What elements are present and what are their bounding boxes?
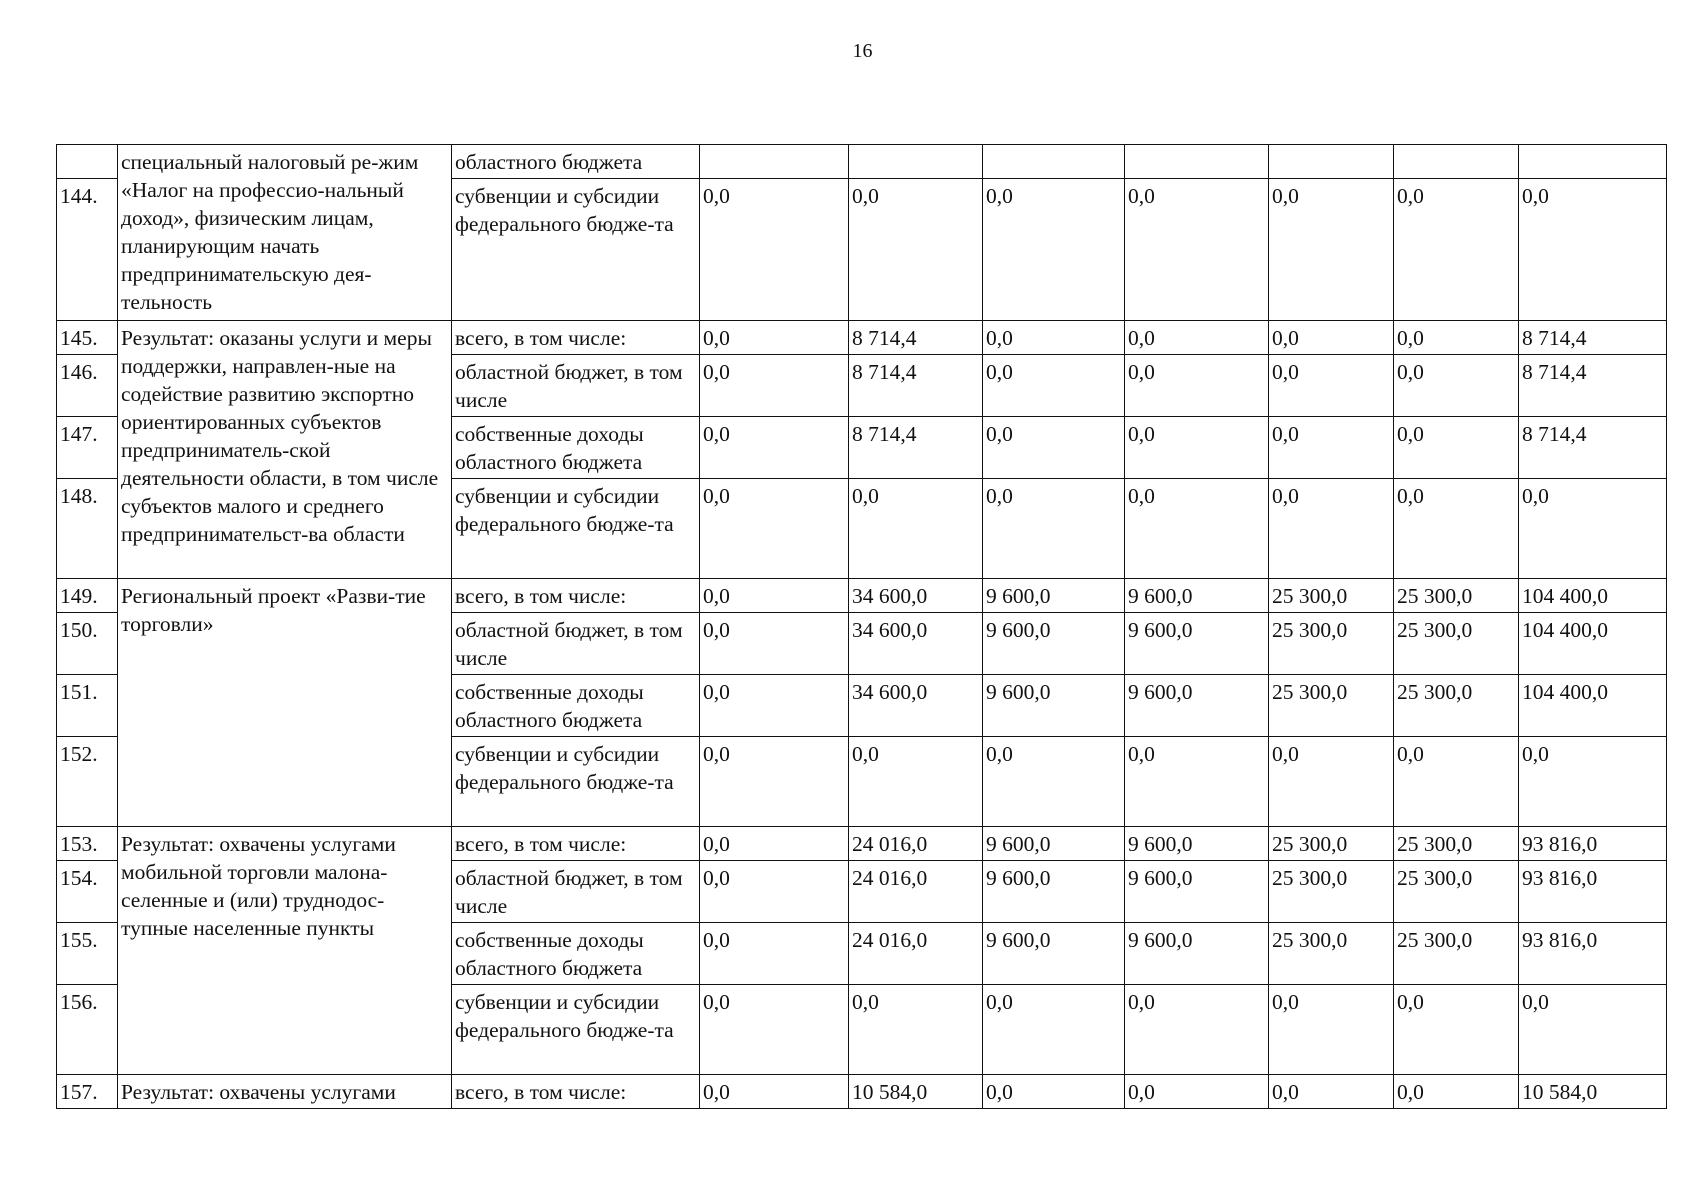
- amount-cell: 0,0: [1394, 985, 1519, 1075]
- amount-cell: 0,0: [1125, 479, 1269, 579]
- amount-cell: 9 600,0: [1125, 613, 1269, 675]
- amount-cell: [849, 145, 983, 179]
- row-number: 151.: [57, 675, 118, 737]
- amount-cell: 0,0: [1269, 355, 1394, 417]
- amount-cell: 0,0: [700, 675, 849, 737]
- amount-cell: 0,0: [700, 479, 849, 579]
- amount-cell: 0,0: [1519, 737, 1667, 827]
- amount-cell: 0,0: [1394, 355, 1519, 417]
- amount-cell: 0,0: [1519, 179, 1667, 321]
- amount-cell: 25 300,0: [1394, 827, 1519, 861]
- amount-cell: 0,0: [700, 861, 849, 923]
- funding-source: субвенции и субсидии федерального бюдже-та: [452, 985, 700, 1075]
- amount-cell: 0,0: [700, 417, 849, 479]
- funding-source: всего, в том числе:: [452, 827, 700, 861]
- amount-cell: 0,0: [1394, 737, 1519, 827]
- amount-cell: 0,0: [1125, 321, 1269, 355]
- amount-cell: 0,0: [1125, 1075, 1269, 1109]
- amount-cell: 0,0: [700, 179, 849, 321]
- row-description: Результат: охвачены услугами: [118, 1075, 452, 1109]
- row-number: 153.: [57, 827, 118, 861]
- amount-cell: 0,0: [1394, 479, 1519, 579]
- row-number: 150.: [57, 613, 118, 675]
- amount-cell: 8 714,4: [1519, 355, 1667, 417]
- funding-source: областной бюджет, в том числе: [452, 355, 700, 417]
- amount-cell: 0,0: [1125, 985, 1269, 1075]
- funding-source: областной бюджет, в том числе: [452, 613, 700, 675]
- amount-cell: 9 600,0: [983, 579, 1125, 613]
- amount-cell: 0,0: [983, 321, 1125, 355]
- amount-cell: 93 816,0: [1519, 923, 1667, 985]
- amount-cell: 24 016,0: [849, 861, 983, 923]
- amount-cell: 0,0: [983, 355, 1125, 417]
- amount-cell: 34 600,0: [849, 579, 983, 613]
- amount-cell: 0,0: [849, 737, 983, 827]
- row-number: 156.: [57, 985, 118, 1075]
- funding-source: областного бюджета: [452, 145, 700, 179]
- amount-cell: 0,0: [1269, 1075, 1394, 1109]
- row-number: 146.: [57, 355, 118, 417]
- amount-cell: 0,0: [1269, 179, 1394, 321]
- amount-cell: [1269, 145, 1394, 179]
- amount-cell: 0,0: [983, 1075, 1125, 1109]
- amount-cell: 0,0: [700, 923, 849, 985]
- amount-cell: 10 584,0: [1519, 1075, 1667, 1109]
- amount-cell: 9 600,0: [983, 613, 1125, 675]
- amount-cell: 0,0: [849, 179, 983, 321]
- amount-cell: 0,0: [700, 1075, 849, 1109]
- row-description: Региональный проект «Разви-тие торговли»: [118, 579, 452, 827]
- amount-cell: 8 714,4: [1519, 321, 1667, 355]
- amount-cell: 25 300,0: [1269, 923, 1394, 985]
- amount-cell: 0,0: [700, 985, 849, 1075]
- amount-cell: 0,0: [1269, 321, 1394, 355]
- amount-cell: 25 300,0: [1394, 675, 1519, 737]
- row-description: Результат: оказаны услуги и меры поддержки, направлен-ные на содействие развитию экспортно ориентированных субъектов предприниматель-ской деятельности области, в том числе субъектов малого и среднего предпринимательст-ва области: [118, 321, 452, 579]
- row-number: 152.: [57, 737, 118, 827]
- amount-cell: 8 714,4: [849, 417, 983, 479]
- page-number: 16: [852, 40, 873, 62]
- amount-cell: 25 300,0: [1394, 861, 1519, 923]
- amount-cell: 24 016,0: [849, 827, 983, 861]
- amount-cell: 9 600,0: [983, 675, 1125, 737]
- amount-cell: 0,0: [1269, 985, 1394, 1075]
- amount-cell: 25 300,0: [1269, 613, 1394, 675]
- row-number: 154.: [57, 861, 118, 923]
- amount-cell: 0,0: [1125, 737, 1269, 827]
- budget-table: [56, 144, 1667, 1109]
- amount-cell: 0,0: [1394, 321, 1519, 355]
- amount-cell: 104 400,0: [1519, 675, 1667, 737]
- funding-source: субвенции и субсидии федерального бюдже-та: [452, 179, 700, 321]
- funding-source: собственные доходы областного бюджета: [452, 417, 700, 479]
- amount-cell: [983, 145, 1125, 179]
- amount-cell: 9 600,0: [1125, 675, 1269, 737]
- amount-cell: 34 600,0: [849, 613, 983, 675]
- amount-cell: 0,0: [700, 827, 849, 861]
- amount-cell: 0,0: [983, 417, 1125, 479]
- amount-cell: 9 600,0: [1125, 579, 1269, 613]
- amount-cell: 9 600,0: [983, 923, 1125, 985]
- amount-cell: 8 714,4: [849, 355, 983, 417]
- amount-cell: 25 300,0: [1269, 579, 1394, 613]
- amount-cell: 8 714,4: [1519, 417, 1667, 479]
- amount-cell: 25 300,0: [1269, 827, 1394, 861]
- amount-cell: 24 016,0: [849, 923, 983, 985]
- amount-cell: 0,0: [700, 737, 849, 827]
- table-row: [57, 145, 1667, 179]
- amount-cell: 93 816,0: [1519, 861, 1667, 923]
- amount-cell: [1519, 145, 1667, 179]
- amount-cell: 104 400,0: [1519, 579, 1667, 613]
- row-number: 147.: [57, 417, 118, 479]
- amount-cell: 34 600,0: [849, 675, 983, 737]
- amount-cell: [700, 145, 849, 179]
- amount-cell: 9 600,0: [983, 827, 1125, 861]
- amount-cell: 0,0: [983, 985, 1125, 1075]
- amount-cell: 25 300,0: [1269, 675, 1394, 737]
- row-number: [57, 145, 118, 179]
- funding-source: всего, в том числе:: [452, 321, 700, 355]
- amount-cell: 25 300,0: [1394, 579, 1519, 613]
- table-row: [57, 579, 1667, 613]
- amount-cell: 0,0: [1125, 179, 1269, 321]
- funding-source: всего, в том числе:: [452, 1075, 700, 1109]
- amount-cell: 104 400,0: [1519, 613, 1667, 675]
- row-number: 149.: [57, 579, 118, 613]
- amount-cell: 25 300,0: [1394, 923, 1519, 985]
- amount-cell: 25 300,0: [1394, 613, 1519, 675]
- amount-cell: 0,0: [849, 479, 983, 579]
- amount-cell: 25 300,0: [1269, 861, 1394, 923]
- amount-cell: 0,0: [1394, 1075, 1519, 1109]
- amount-cell: 0,0: [983, 737, 1125, 827]
- row-description: специальный налоговый ре-жим «Налог на профессио-нальный доход», физическим лицам, планирующим начать предпринимательскую дея-тельность: [118, 145, 452, 321]
- amount-cell: 0,0: [700, 613, 849, 675]
- row-number: 157.: [57, 1075, 118, 1109]
- amount-cell: 9 600,0: [1125, 923, 1269, 985]
- row-description: Результат: охвачены услугами мобильной торговли малона-селенные и (или) труднодос-тупные населенные пункты: [118, 827, 452, 1075]
- amount-cell: 0,0: [1125, 355, 1269, 417]
- amount-cell: 0,0: [1269, 737, 1394, 827]
- amount-cell: 0,0: [1269, 417, 1394, 479]
- funding-source: всего, в том числе:: [452, 579, 700, 613]
- row-number: 148.: [57, 479, 118, 579]
- row-number: 145.: [57, 321, 118, 355]
- amount-cell: 0,0: [1394, 179, 1519, 321]
- funding-source: субвенции и субсидии федерального бюдже-та: [452, 479, 700, 579]
- amount-cell: 0,0: [1519, 479, 1667, 579]
- amount-cell: 0,0: [983, 479, 1125, 579]
- row-number: 155.: [57, 923, 118, 985]
- table-row: [57, 321, 1667, 355]
- amount-cell: [1394, 145, 1519, 179]
- funding-source: субвенции и субсидии федерального бюдже-та: [452, 737, 700, 827]
- funding-source: областной бюджет, в том числе: [452, 861, 700, 923]
- amount-cell: 9 600,0: [1125, 827, 1269, 861]
- amount-cell: 0,0: [1125, 417, 1269, 479]
- amount-cell: 0,0: [1394, 417, 1519, 479]
- funding-source: собственные доходы областного бюджета: [452, 675, 700, 737]
- amount-cell: 0,0: [849, 985, 983, 1075]
- amount-cell: 0,0: [700, 321, 849, 355]
- amount-cell: 93 816,0: [1519, 827, 1667, 861]
- amount-cell: 0,0: [700, 579, 849, 613]
- amount-cell: 0,0: [1269, 479, 1394, 579]
- amount-cell: 10 584,0: [849, 1075, 983, 1109]
- amount-cell: 0,0: [700, 355, 849, 417]
- row-number: 144.: [57, 179, 118, 321]
- amount-cell: 8 714,4: [849, 321, 983, 355]
- table-row: [57, 827, 1667, 861]
- table-row: [57, 1075, 1667, 1109]
- amount-cell: [1125, 145, 1269, 179]
- amount-cell: 9 600,0: [983, 861, 1125, 923]
- funding-source: собственные доходы областного бюджета: [452, 923, 700, 985]
- amount-cell: 0,0: [1519, 985, 1667, 1075]
- amount-cell: 0,0: [983, 179, 1125, 321]
- amount-cell: 9 600,0: [1125, 861, 1269, 923]
